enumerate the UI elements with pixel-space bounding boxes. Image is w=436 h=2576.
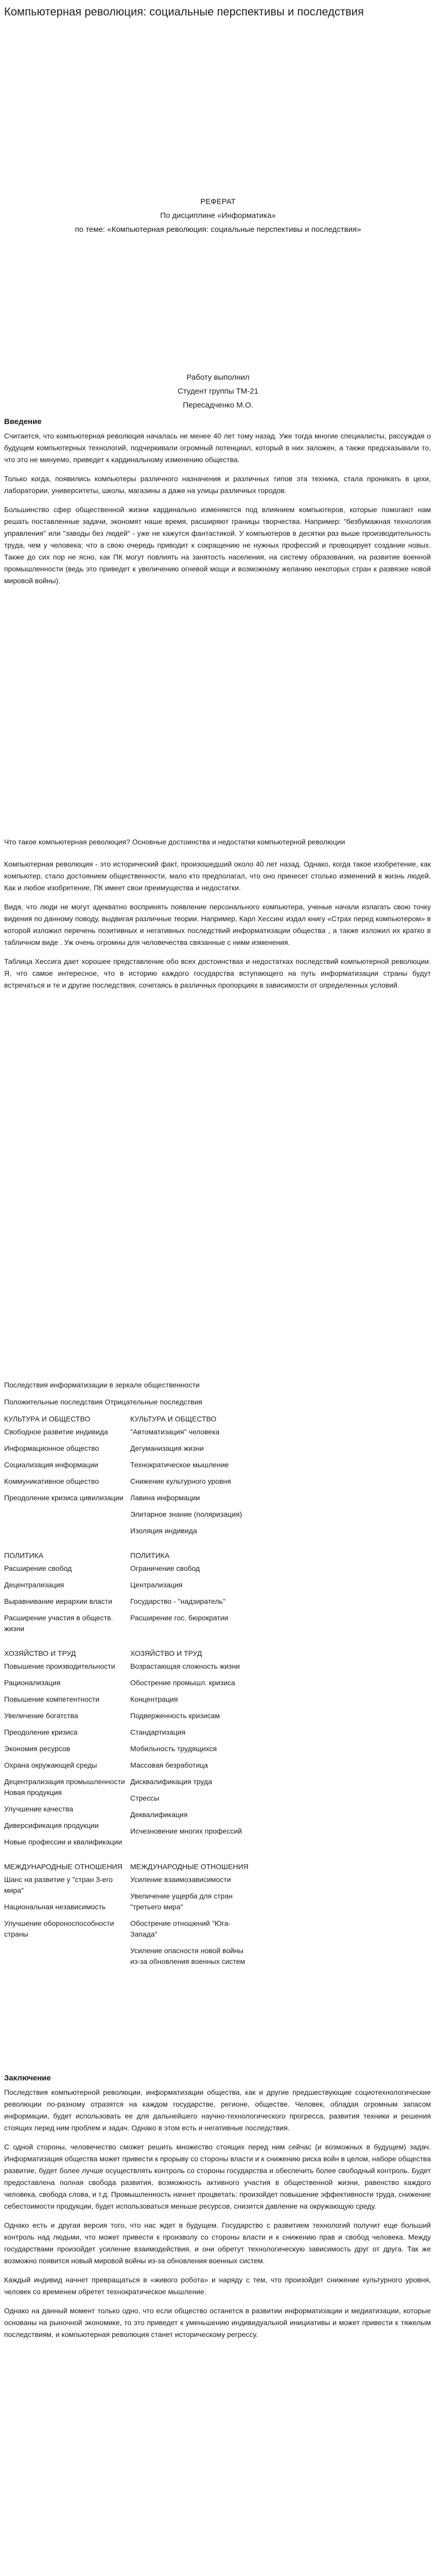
positive-consequences-column — [4, 1648, 130, 1853]
comparison-section-title: КУЛЬТУРА И ОБЩЕСТВО — [4, 1415, 91, 1423]
negative-consequences-column — [130, 1861, 256, 1973]
comparison-item: Деквалификация — [130, 1810, 188, 1819]
negative-consequences-column — [130, 1414, 256, 1542]
comparison-item: Информационное общество — [4, 1444, 99, 1452]
comparison-item: Расширение участия в обществ. жизни — [4, 1614, 113, 1633]
section2-text — [0, 858, 436, 991]
comparison-item: Дисквалификация труда — [130, 1777, 212, 1786]
comparison-item: Подверженность кризисам — [130, 1711, 220, 1720]
comparison-item: Массовая безработица — [130, 1761, 208, 1769]
conclusion-text — [0, 2087, 436, 2341]
comparison-item: Элитарное знание (поляризация) — [130, 1510, 242, 1518]
comparison-item: Диверсификация продукции — [4, 1821, 99, 1829]
negative-consequences-column — [130, 1550, 256, 1640]
conclusion-paragraph: Однако на данный момент только одно, что если общество останется в развитии информатизации и медиатизации, которые основаны на рыночной экономике, то это приведет к уменьшению индивидуальной инициативы и может привести к тяжелым последствиям, и компьютерная революция станет историческому регрессу. — [4, 2307, 431, 2338]
comparison-item: Государство - "надзиратель" — [130, 1597, 225, 1605]
comparison-item: Усиление опасности новой войны из-за обновления военных систем — [130, 1946, 246, 1965]
page-title: Компьютерная революция: социальные перспективы и последствия — [4, 5, 364, 18]
comparison-section-title: ХОЗЯЙСТВО И ТРУД — [4, 1649, 76, 1657]
comparison-title: Последствия информатизации в зеркале общественности — [4, 1381, 200, 1389]
comparison-item: Социализация информации — [4, 1461, 98, 1469]
cover-label: РЕФЕРАТ — [200, 197, 236, 206]
comparison-item: Расширение гос. бюрократии — [130, 1614, 229, 1622]
comparison-item: Улучшение качества — [4, 1805, 74, 1813]
comparison-section — [4, 1648, 431, 1853]
comparison-item: Лавина информации — [130, 1494, 200, 1502]
intro-paragraph: Считается, что компьютерная революция началась не менее 40 лет тому назад. Уже тогда многие специалисты, рассуждая о будущем компьютерных технологий, подчеркивали огромный потенциал, который в них заложен, а также предсказывали то, что это не минуемо, приведет к кардинальному изменению общества. — [4, 432, 431, 464]
comparison-section-title: КУЛЬТУРА И ОБЩЕСТВО — [130, 1415, 217, 1423]
comparison-item: Обострение отношений "Юга-Запада" — [130, 1919, 231, 1938]
section2-paragraph: Таблица Хессига дает хорошее представление обо всех достоинствах и недостатках последствий компьютерной революции. Я, что самое интересное, что в историю каждого государства вступающего на путь информатизации страны будут встречаться и те и другие последствия, сочетаясь в различных пропорциях в зависимости от определенных условий. — [4, 957, 431, 989]
comparison-item: Исчезновение многих профессий — [130, 1827, 242, 1835]
comparison-item: Преодоление кризиса цивилизации — [4, 1494, 124, 1502]
cover-done-by: Работу выполнил — [186, 373, 250, 382]
comparison-item: Выравнивание иерархии власти — [4, 1597, 112, 1605]
comparison-section — [4, 1861, 431, 1973]
comparison-item: Преодоление кризиса — [4, 1728, 78, 1736]
comparison-item: Технократическое мышление — [130, 1461, 229, 1469]
comparison-item: Шанс на развитие у "стран 3-его мира" — [4, 1875, 113, 1894]
section2-title: Что такое компьютерная революция? Основные достоинства и недостатки компьютерной революции — [4, 838, 345, 846]
comparison-item: Экономия ресурсов — [4, 1744, 71, 1753]
positive-consequences-column — [4, 1414, 130, 1542]
comparison-item: Расширение свобод — [4, 1564, 72, 1572]
comparison-table — [0, 1380, 436, 1973]
comparison-item: Дегуманизация жизни — [130, 1444, 204, 1452]
conclusion-paragraph: Однако есть и другая версия того, что нас ждет в будущем. Государство с развитием технологий получит еще больший контроль над людьми, что может привести к произволу со стороны власти и к снижению прав и свобод человека. Между государствами произойдет усиление взаимодействия, и они обретут технологическую зависимость друг от друга. Так же возможно появится новый мировой войны из-за обновления военных систем. — [4, 2221, 431, 2265]
comparison-item: Стандартизация — [130, 1728, 186, 1736]
comparison-item: Рационализация — [4, 1679, 61, 1687]
section2-paragraph: Видя, что люди не могут адекватно воспринять появление персонального компьютера, ученые начали излагать свою точку видения по данному поводу, выдвигая различные теории. Например, Карл Хессинг издал книгу «Страх перед компьютером» в которой изложил перечень позитивных и негативных последствий информатизации общества , а также изложил их кратко в табличном виде . Уж очень огромны для человечества связанные с ними изменения. — [4, 903, 431, 946]
comparison-section-title: ПОЛИТИКА — [4, 1551, 44, 1560]
comparison-item: Снижение культурного уровня — [130, 1477, 231, 1485]
section2-paragraph: Компьютерная революция - это исторический факт, произошедший около 40 лет назад. Однако, когда такое изобретение, как компьютер, стало достоянием общественности, мало кто предполагал, что оно принесет столько изменений в жизнь людей. Как и любое изобретение, ПК имеет свои преимущества и недостатки. — [4, 860, 431, 892]
comparison-section-title: ХОЗЯЙСТВО И ТРУД — [130, 1649, 202, 1657]
comparison-item: Свободное развитие индивида — [4, 1428, 108, 1436]
intro-heading: Введение — [4, 417, 42, 426]
comparison-section-title: МЕЖДУНАРОДНЫЕ ОТНОШЕНИЯ — [4, 1862, 123, 1871]
positive-consequences-column — [4, 1550, 130, 1640]
comparison-item: Концентрация — [130, 1695, 178, 1703]
comparison-item: Повышение производительности — [4, 1662, 115, 1670]
comparison-item: Децентрализация — [4, 1581, 64, 1589]
cover-student: Студент группы ТМ-21 — [178, 387, 258, 396]
comparison-item: Мобильность трудящихся — [130, 1744, 217, 1753]
comparison-item: Децентрализация промышленности Новая продукция — [4, 1777, 125, 1797]
comparison-item: Усиление взаимозависимости — [130, 1875, 231, 1884]
comparison-item: Повышение компетентности — [4, 1695, 100, 1703]
comparison-item: Ограничение свобод — [130, 1564, 200, 1572]
intro-paragraph: Большинство сфер общественной жизни кардинально изменяются под влиянием компьютеров, которые помогают нам решать поставленные задачи, экономят наше время, расширяют границы творчества. Например: "безбумажная технология управления" или "заводы без людей" - уже не кажутся фантастикой. У компьютеров в десятки раз выше производительность труда, чем у человека; что а свою очередь приводит к сокращению не нужных профессий и провоцирует создание новых. Также до сих пор не ясно, как ПК могут повлиять на занятость населения, на систему образования, на развитие военной промышленности (ведь это приведет к увеличению огневой мощи и возможному желанию некоторых стран к развязке новой мировой войны). — [4, 505, 431, 585]
comparison-section — [4, 1550, 431, 1640]
intro-text — [0, 430, 436, 587]
comparison-item: Обострение промышл. кризиса — [130, 1679, 235, 1687]
cover-topic: по теме: «Компьютерная революция: социальные перспективы и последствия» — [75, 225, 361, 234]
cover-checked-by: Пересадченко М.О. — [183, 401, 253, 410]
comparison-section — [4, 1414, 431, 1542]
cover-discipline: По дисциплине «Информатика» — [160, 211, 276, 220]
comparison-header: Положительные последствия Отрицательные последствия — [4, 1398, 202, 1406]
conclusion-paragraph: Каждый индивид начнет превращаться в «живого робота» и наряду с тем, что произойдет снижение культурного уровня, человек со временем обретет технократическое мышление. — [4, 2276, 431, 2296]
comparison-item: Стрессы — [130, 1794, 160, 1802]
comparison-item: "Автоматизация" человека — [130, 1428, 220, 1436]
intro-paragraph: Только когда, появились компьютеры различного назначения и различных типов эта техника, стала проникать в цехи, лаборатории, университеты, школы, магазины а даже на улицы различных городов. — [4, 474, 431, 495]
cover-title-block — [0, 195, 436, 236]
positive-consequences-column — [4, 1861, 130, 1973]
negative-consequences-column — [130, 1648, 256, 1853]
comparison-item: Новые профессии и квалификации — [4, 1838, 123, 1846]
comparison-section-title: МЕЖДУНАРОДНЫЕ ОТНОШЕНИЯ — [130, 1862, 249, 1871]
comparison-item: Охрана окружающей среды — [4, 1761, 97, 1769]
comparison-item: Возрастающая сложность жизни — [130, 1662, 240, 1670]
comparison-item: Увеличение богатства — [4, 1711, 78, 1720]
conclusion-paragraph: С одной стороны, человечество сможет решить множество стоящих перед ним сейчас (и возможных в будущем) задач. Информатизация общества может привести к прорыву со стороны власти и к снижению риска войн в целом, наборе общества развитие, будет более лучше осуществлять контроль со стороны государства и обеспечить более свободный контроль. Будет предоставлена полная свобода развития, возможность активного участия в общественной жизни, равенство каждого человека, свобода слова, и т.д. Промышленность начнет процветать: произойдет повышение эффективности труда, снижение себестоимости продукции, будет использоваться меньше ресурсов, снизится давление на окружающую среду. — [4, 2143, 431, 2210]
comparison-item: Изоляция индивида — [130, 1527, 197, 1535]
comparison-section-title: ПОЛИТИКА — [130, 1551, 170, 1560]
conclusion-heading: Заключение — [4, 2074, 51, 2082]
comparison-item: Централизация — [130, 1581, 183, 1589]
comparison-item: Национальная независимость — [4, 1903, 106, 1911]
cover-signature-block — [0, 370, 436, 412]
comparison-item: Улучшение обороноспособности страны — [4, 1919, 114, 1938]
comparison-item: Коммуникативное общество — [4, 1477, 99, 1485]
comparison-item: Увеличение ущерба для стран "третьего мира" — [130, 1892, 233, 1911]
conclusion-paragraph: Последствия компьютерной революции, информатизации общества, как и другие предшествующие социотехнологические революции по-разному отразятся на каждом государстве, регионе, обществе. Человек, обладая огромным запасом информации, будет использовать ее для дальнейшего научно-технологического прогресса, развития техники и решения стоящих перед ним проблем и задач. Однако в этом есть и негативные последствия. — [4, 2088, 431, 2132]
